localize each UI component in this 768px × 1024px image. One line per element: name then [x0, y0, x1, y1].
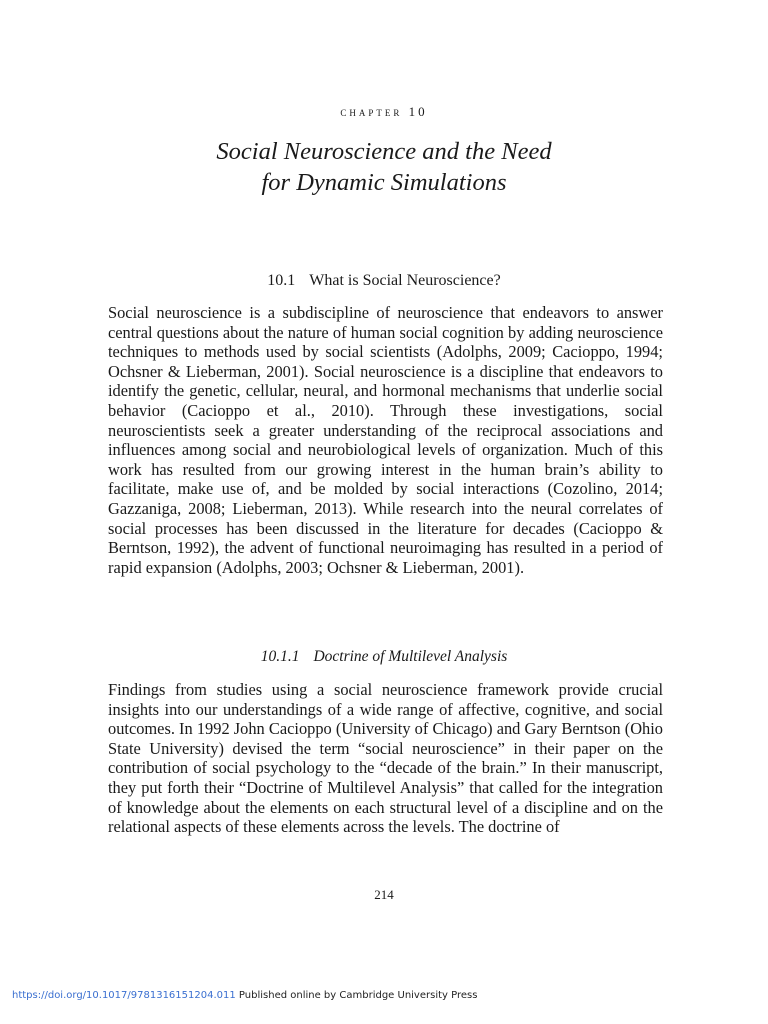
chapter-title-line-2: for Dynamic Simulations [261, 169, 507, 196]
subsection-number: 10.1.1 [260, 648, 300, 665]
footer-citation [12, 990, 477, 1001]
chapter-title-line-1: Social Neuroscience and the Need [216, 138, 552, 165]
section-heading [0, 272, 768, 290]
doi-link[interactable]: https://doi.org/10.1017/9781316151204.011 [12, 990, 236, 1001]
published-note: Published online by Cambridge University Press [235, 990, 478, 1001]
body-paragraph-1: Social neuroscience is a subdiscipline of neuroscience that endeavors to answer central questions about the nature of human social cognition by adding neuroscience techniques to methods used by social scientists (Adolphs, 2009; Cacioppo, 1994; Ochsner & Lieberman, 2001). Social neuroscience is a discipline that endeavors to identify the genetic, cellular, neural, and hormonal mechanisms that underlie social behavior (Cacioppo et al., 2010). Through these investigations, social neuroscientists seek a greater understanding of the reciprocal associations and influences among social and neurobiological levels of organization. Much of this work has resulted from our growing interest in the human brain’s ability to facilitate, make use of, and be molded by social interactions (Cozolino, 2014; Gazzaniga, 2008; Lieberman, 2013). While research into the neural correlates of social processes has been discussed in the literature for decades (Cacioppo & Berntson, 1992), the advent of functional neuroimaging has resulted in a period of rapid expansion (Adolphs, 2003; Ochsner & Lieberman, 2001). [108, 303, 663, 577]
chapter-title [0, 136, 768, 198]
subsection-title: Doctrine of Multilevel Analysis [313, 648, 508, 665]
body-paragraph-2: Findings from studies using a social neuroscience framework provide crucial insights into our understandings of a wide range of affective, cognitive, and social outcomes. In 1992 John Cacioppo (University of Chicago) and Gary Berntson (Ohio State University) devised the term “social neuroscience” in their paper on the contribution of social psychology to the “decade of the brain.” In their manuscript, they put forth their “Doctrine of Multilevel Analysis” that called for the integration of knowledge about the elements on each structural level of a discipline and on the relational aspects of these elements across the levels. The doctrine of [108, 680, 663, 837]
section-number: 10.1 [267, 272, 296, 289]
chapter-label: chapter 10 [340, 104, 428, 119]
section-title: What is Social Neuroscience? [309, 272, 501, 289]
subsection-heading [0, 648, 768, 666]
page-number: 214 [374, 887, 394, 902]
